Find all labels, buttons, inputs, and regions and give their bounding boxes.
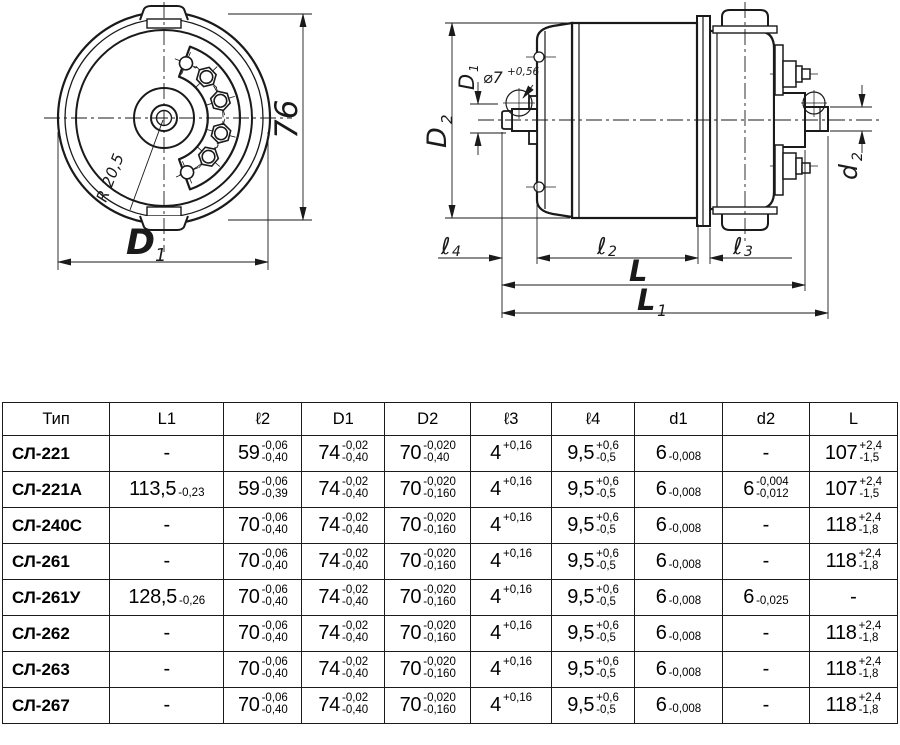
table-cell: 9,5 +0,6 -0,5 [552,508,635,544]
table-cell: 118 +2,4 -1,8 [809,616,897,652]
table-cell: 70 -0,06 -0,40 [224,652,302,688]
table-cell: 6 -0,008 [635,652,723,688]
table-cell: - [110,544,224,580]
table-cell: 4 +0,16 [471,580,552,616]
table-cell: - [110,652,224,688]
table-row [3,544,898,580]
table-cell: 70 -0,020 -0,160 [385,652,471,688]
table-cell: - [722,508,809,544]
table-cell: 70 -0,06 -0,40 [224,544,302,580]
hole-diameter-label: ⌀7 [483,68,503,87]
row-header-type: СЛ-261 [3,544,110,580]
dim-label-L: L [629,254,648,288]
table-cell: - [110,688,224,724]
column-header: Тип [3,403,110,436]
spec-table-container [2,402,898,724]
table-cell: 4 +0,16 [471,436,552,472]
dim-label-l3-sub: 3 [744,244,753,260]
table-cell: 59 -0,06 -0,39 [224,472,302,508]
table-cell: 70 -0,020 -0,160 [385,688,471,724]
table-cell: 118 +2,4 -1,8 [809,508,897,544]
dim-d2 [830,85,872,153]
header-row [3,403,898,436]
table-cell: 70 -0,020 -0,160 [385,616,471,652]
dim-label-D2: D [422,127,453,148]
table-cell: - [110,436,224,472]
row-header-type: СЛ-221 [3,436,110,472]
table-cell: - [722,616,809,652]
table-cell: - [809,580,897,616]
column-header: ℓ3 [471,403,552,436]
table-cell: 74 -0,02 -0,40 [302,508,385,544]
dim-label-D1-front-sub: 1 [155,245,167,266]
dim-label-l4-sub: 4 [452,244,461,260]
row-header-type: СЛ-262 [3,616,110,652]
row-header-type: СЛ-240С [3,508,110,544]
dim-label-76: 76 [269,99,305,139]
table-cell: 6 -0,008 [635,688,723,724]
table-cell: - [110,616,224,652]
column-header: D1 [302,403,385,436]
terminal-bolt-lower [770,145,818,195]
radius-label: R 20,5 [92,151,128,205]
table-cell: 6 -0,008 [635,580,723,616]
column-header: d2 [722,403,809,436]
dim-label-L1-sub: 1 [657,301,668,320]
dim-label-l2: ℓ [597,234,607,260]
table-row [3,688,898,724]
table-cell: - [722,688,809,724]
table-cell: - [110,508,224,544]
table-cell: 9,5 +0,6 -0,5 [552,616,635,652]
table-cell: 70 -0,020 -0,160 [385,544,471,580]
table-cell: 74 -0,02 -0,40 [302,436,385,472]
table-cell: 4 +0,16 [471,544,552,580]
table-cell: 59 -0,06 -0,40 [224,436,302,472]
table-cell: - [722,652,809,688]
table-cell: 74 -0,02 -0,40 [302,472,385,508]
table-cell: 6 -0,008 [635,436,723,472]
side-view [438,2,880,319]
row-header-type: СЛ-267 [3,688,110,724]
dim-label-D2-sub: 2 [438,114,456,124]
row-header-type: СЛ-261У [3,580,110,616]
table-cell: 70 -0,020 -0,160 [385,580,471,616]
table-cell: 6 -0,008 [635,472,723,508]
column-header: D2 [385,403,471,436]
table-cell: 107 +2,4 -1,5 [809,472,897,508]
table-cell: 70 -0,020 -0,40 [385,436,471,472]
dim-label-l2-sub: 2 [608,244,617,260]
table-cell: 74 -0,02 -0,40 [302,652,385,688]
table-cell: 107 +2,4 -1,5 [809,436,897,472]
table-cell: - [722,544,809,580]
table-row [3,580,898,616]
table-cell: 118 +2,4 -1,8 [809,688,897,724]
table-row [3,472,898,508]
table-cell: 9,5 +0,6 -0,5 [552,472,635,508]
table-cell: 6 -0,008 [635,508,723,544]
table-cell: 9,5 +0,6 -0,5 [552,436,635,472]
dim-D1-side [470,82,506,155]
table-cell: 70 -0,06 -0,40 [224,580,302,616]
table-cell: 70 -0,020 -0,160 [385,472,471,508]
dim-label-D1-front: D [126,223,156,263]
column-header: L [809,403,897,436]
table-cell: 9,5 +0,6 -0,5 [552,688,635,724]
table-cell: 4 +0,16 [471,616,552,652]
table-cell: 6 -0,004 -0,012 [722,472,809,508]
table-row [3,616,898,652]
dim-label-l4: ℓ [441,234,451,260]
table-cell: 9,5 +0,6 -0,5 [552,652,635,688]
table-cell: 4 +0,16 [471,688,552,724]
table-row [3,652,898,688]
table-row [3,508,898,544]
table-cell: 118 +2,4 -1,8 [809,544,897,580]
column-header: L1 [110,403,224,436]
column-header: d1 [635,403,723,436]
row-header-type: СЛ-263 [3,652,110,688]
table-cell: 4 +0,16 [471,508,552,544]
dim-label-d2: d [834,164,863,180]
spec-table [2,402,898,724]
table-cell: 74 -0,02 -0,40 [302,616,385,652]
dim-label-D1-side: D [455,73,479,90]
table-cell: 70 -0,06 -0,40 [224,688,302,724]
column-header: ℓ2 [224,403,302,436]
table-row [3,436,898,472]
table-cell: 118 +2,4 -1,8 [809,652,897,688]
table-cell: 9,5 +0,6 -0,5 [552,580,635,616]
table-cell: 128,5 -0,26 [110,580,224,616]
table-cell: 70 -0,06 -0,40 [224,508,302,544]
table-cell: 4 +0,16 [471,652,552,688]
dim-label-L1: L [637,283,656,317]
rear-shaft [805,107,828,131]
row-header-type: СЛ-221А [3,472,110,508]
table-cell: 74 -0,02 -0,40 [302,580,385,616]
table-cell: 4 +0,16 [471,472,552,508]
hole-diameter-tolerance: +0,56 [507,66,540,78]
table-cell: 9,5 +0,6 -0,5 [552,544,635,580]
table-cell: 74 -0,02 -0,40 [302,544,385,580]
table-cell: - [722,436,809,472]
dim-label-d2-sub: 2 [850,152,866,161]
table-cell: 6 -0,008 [635,544,723,580]
dim-label-l3: ℓ [733,234,743,260]
table-cell: 6 -0,025 [722,580,809,616]
table-cell: 6 -0,008 [635,616,723,652]
table-cell: 74 -0,02 -0,40 [302,688,385,724]
terminal-bolt-upper [770,45,818,95]
table-cell: 70 -0,06 -0,40 [224,616,302,652]
column-header: ℓ4 [552,403,635,436]
motor-body [572,23,697,218]
dim-label-D1-side-sub: 1 [467,64,481,72]
table-cell: 113,5 -0,23 [110,472,224,508]
table-cell: 70 -0,020 -0,160 [385,508,471,544]
